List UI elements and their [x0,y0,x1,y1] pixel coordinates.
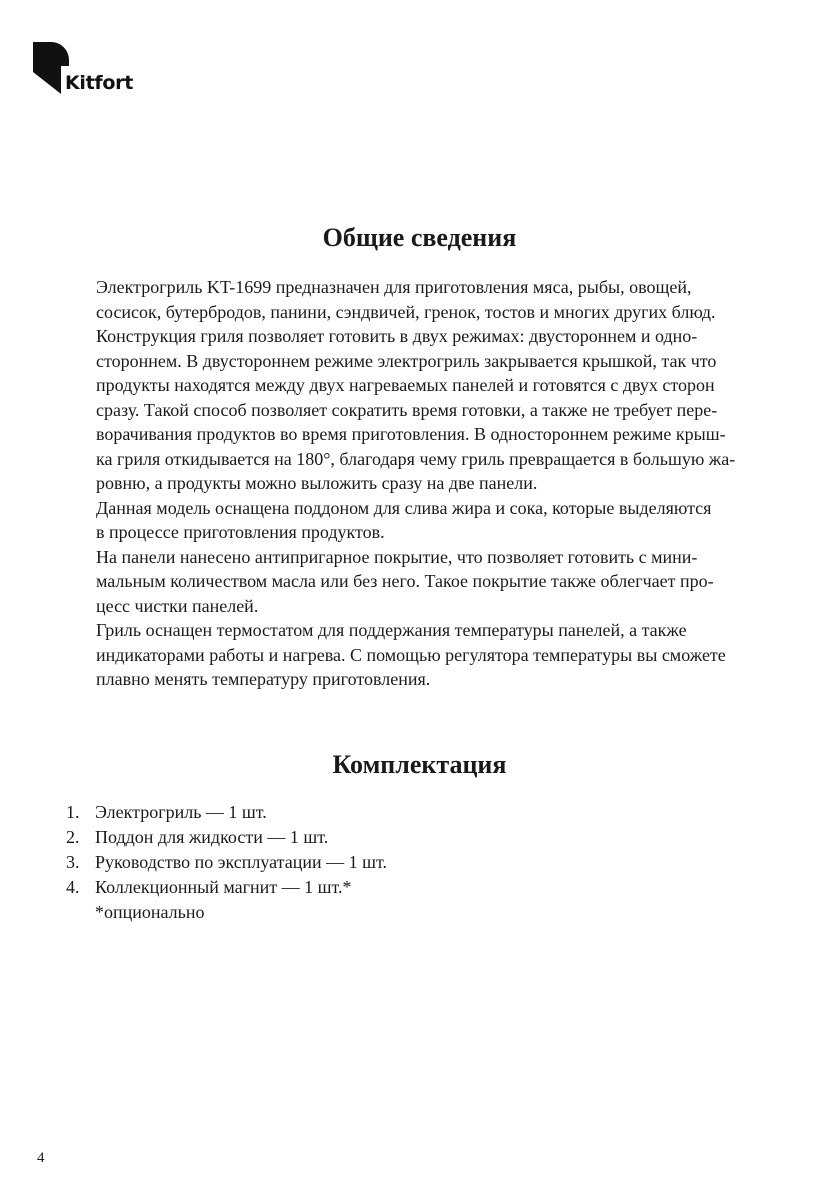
text-line: Данная модель оснащена поддоном для слива жира и сока, которые выделяются [96,497,712,518]
list-item-number: 4. [66,877,80,897]
list-item-number: 2. [66,827,80,847]
text-line: ровню, а продукты можно выложить сразу на две панели. [96,473,538,493]
list-item [66,875,766,900]
kitfort-logo-mark-icon [33,42,69,94]
brand-name: Kitfort [65,72,133,94]
text-line: продукты находятся между двух нагреваемых панелей и готовятся с двух сторон [96,375,715,395]
list-item-text: Коллекционный магнит — 1 шт.* [95,877,352,897]
list-item [66,825,766,850]
paragraph [66,275,780,324]
text-line: На панели нанесено антипригарное покрытие, что позволяет готовить с мини- [96,546,698,567]
paragraph [66,618,780,692]
text-line: Электрогриль KT-1699 предназначен для приготовления мяса, рыбы, овощей, [96,277,692,297]
text-line: цесс чистки панелей. [96,595,259,616]
list-item-number: 1. [66,802,80,822]
text-line: ка гриля откидывается на 180°, благодаря чему гриль превращается в большую жа- [96,448,736,469]
list-item [66,850,766,875]
list-item-text: Поддон для жидкости — 1 шт. [95,827,329,847]
paragraph [66,545,780,619]
paragraph [66,324,780,496]
page-number: 4 [37,1150,45,1166]
brand-logo [33,42,143,98]
paragraph [66,496,780,545]
text-line: Конструкция гриля позволяет готовить в двух режимах: двустороннем и одно- [96,326,698,346]
text-line: сосисок, бутербродов, панини, сэндвичей, гренок, тостов и многих других блюд. [96,301,716,322]
general-description [66,275,780,692]
section-title-kit: Комплектация [332,750,507,779]
list-item [66,800,766,825]
section-title-general: Общие сведения [322,223,517,252]
text-line: в процессе приготовления продуктов. [96,522,385,542]
text-line: ворачивания продуктов во время приготовления. В одностороннем режиме крыш- [96,424,726,444]
text-line: плавно менять температуру приготовления. [96,669,431,689]
optional-footnote: *опционально [95,902,205,922]
text-line: Гриль оснащен термостатом для поддержания температуры панелей, а также [96,620,687,640]
list-item-text: Руководство по эксплуатации — 1 шт. [95,852,387,872]
text-line: индикаторами работы и нагрева. С помощью регулятора температуры вы сможете [96,644,726,665]
text-line: сразу. Такой способ позволяет сократить время готовки, а также не требует пере- [96,399,718,420]
list-item-text: Электрогриль — 1 шт. [95,802,267,822]
text-line: мальным количеством масла или без него. Такое покрытие также облегчает про- [96,571,714,591]
kit-list [66,800,766,900]
text-line: стороннем. В двустороннем режиме электрогриль закрывается крышкой, так что [96,350,717,371]
list-item-number: 3. [66,852,80,872]
